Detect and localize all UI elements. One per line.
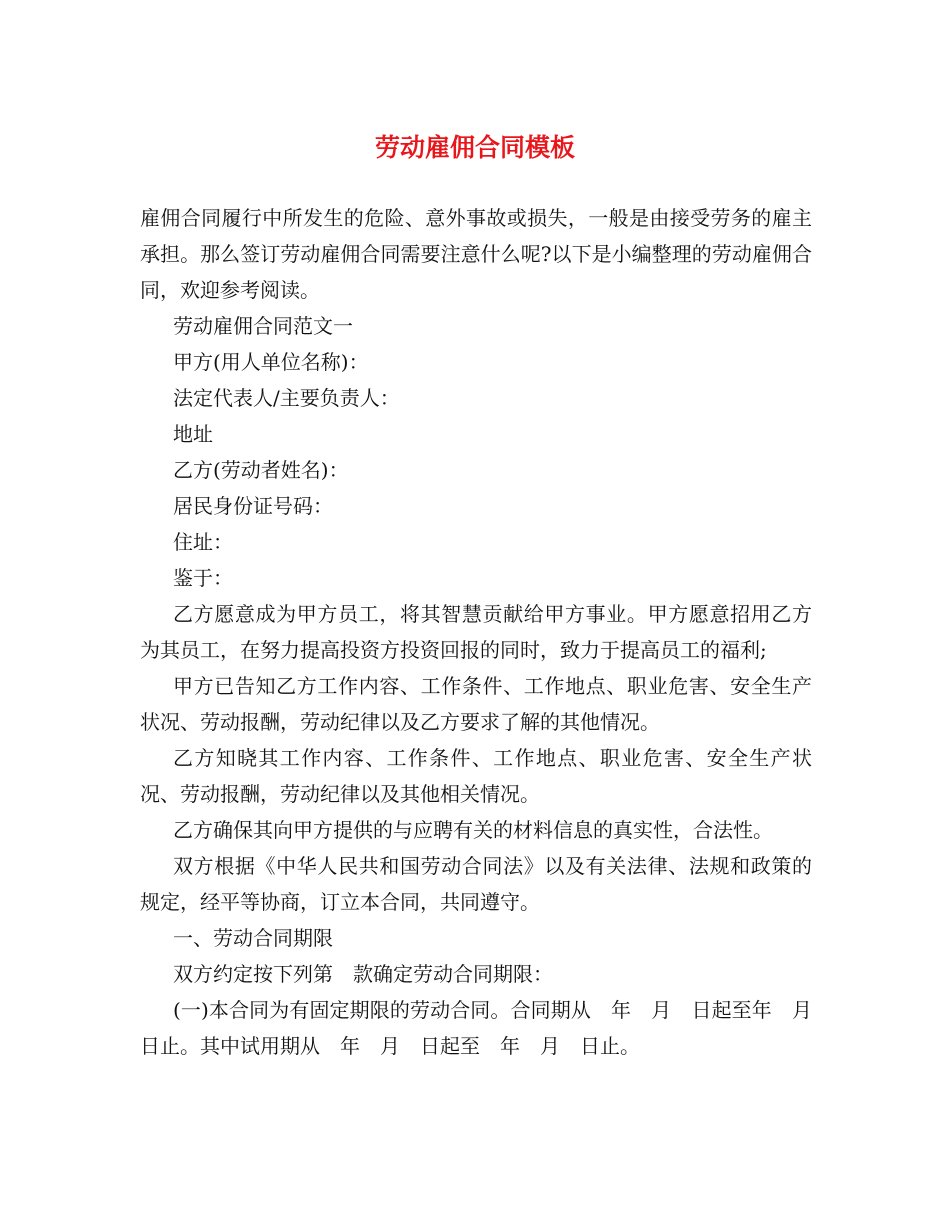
paragraph-recital-2: 甲方已告知乙方工作内容、工作条件、工作地点、职业危害、安全生产状况、劳动报酬，劳动纪律以及乙方要求了解的其他情况。 <box>140 674 812 734</box>
paragraph-term-agreement: 双方约定按下列第 款确定劳动合同期限： <box>173 962 553 986</box>
paragraph-party-b: 乙方(劳动者姓名)： <box>173 458 349 482</box>
paragraph-residence: 住址： <box>173 530 233 554</box>
document-body <box>140 200 832 1064</box>
paragraph-party-a: 甲方(用人单位名称)： <box>173 350 369 374</box>
section-heading-contract-term: 一、劳动合同期限 <box>173 926 333 950</box>
paragraph-address: 地址 <box>173 422 213 446</box>
paragraph-legal-representative: 法定代表人/主要负责人： <box>173 386 400 410</box>
paragraph-recital-1: 乙方愿意成为甲方员工，将其智慧贡献给甲方事业。甲方愿意招用乙方为其员工，在努力提高投资方投资回报的同时，致力于提高员工的福利; <box>140 602 812 662</box>
paragraph-fixed-term: (一)本合同为有固定期限的劳动合同。合同期从 年 月 日起至年 月 日止。其中试用期从 年 月 日起至 年 月 日止。 <box>140 998 832 1058</box>
paragraph-recital-5: 双方根据《中华人民共和国劳动合同法》以及有关法律、法规和政策的规定，经平等协商，订立本合同，共同遵守。 <box>140 854 812 914</box>
paragraph-recital-3: 乙方知晓其工作内容、工作条件、工作地点、职业危害、安全生产状况、劳动报酬，劳动纪律以及其他相关情况。 <box>140 746 812 806</box>
paragraph-sample-heading: 劳动雇佣合同范文一 <box>173 314 353 338</box>
paragraph-whereas: 鉴于： <box>173 566 233 590</box>
paragraph-id-number: 居民身份证号码： <box>173 494 333 518</box>
document-title: 劳动雇佣合同模板 <box>374 133 575 162</box>
paragraph-recital-4: 乙方确保其向甲方提供的与应聘有关的材料信息的真实性，合法性。 <box>173 818 773 842</box>
paragraph-intro: 雇佣合同履行中所发生的危险、意外事故或损失，一般是由接受劳务的雇主承担。那么签订劳动雇佣合同需要注意什么呢?以下是小编整理的劳动雇佣合同，欢迎参考阅读。 <box>140 206 812 302</box>
